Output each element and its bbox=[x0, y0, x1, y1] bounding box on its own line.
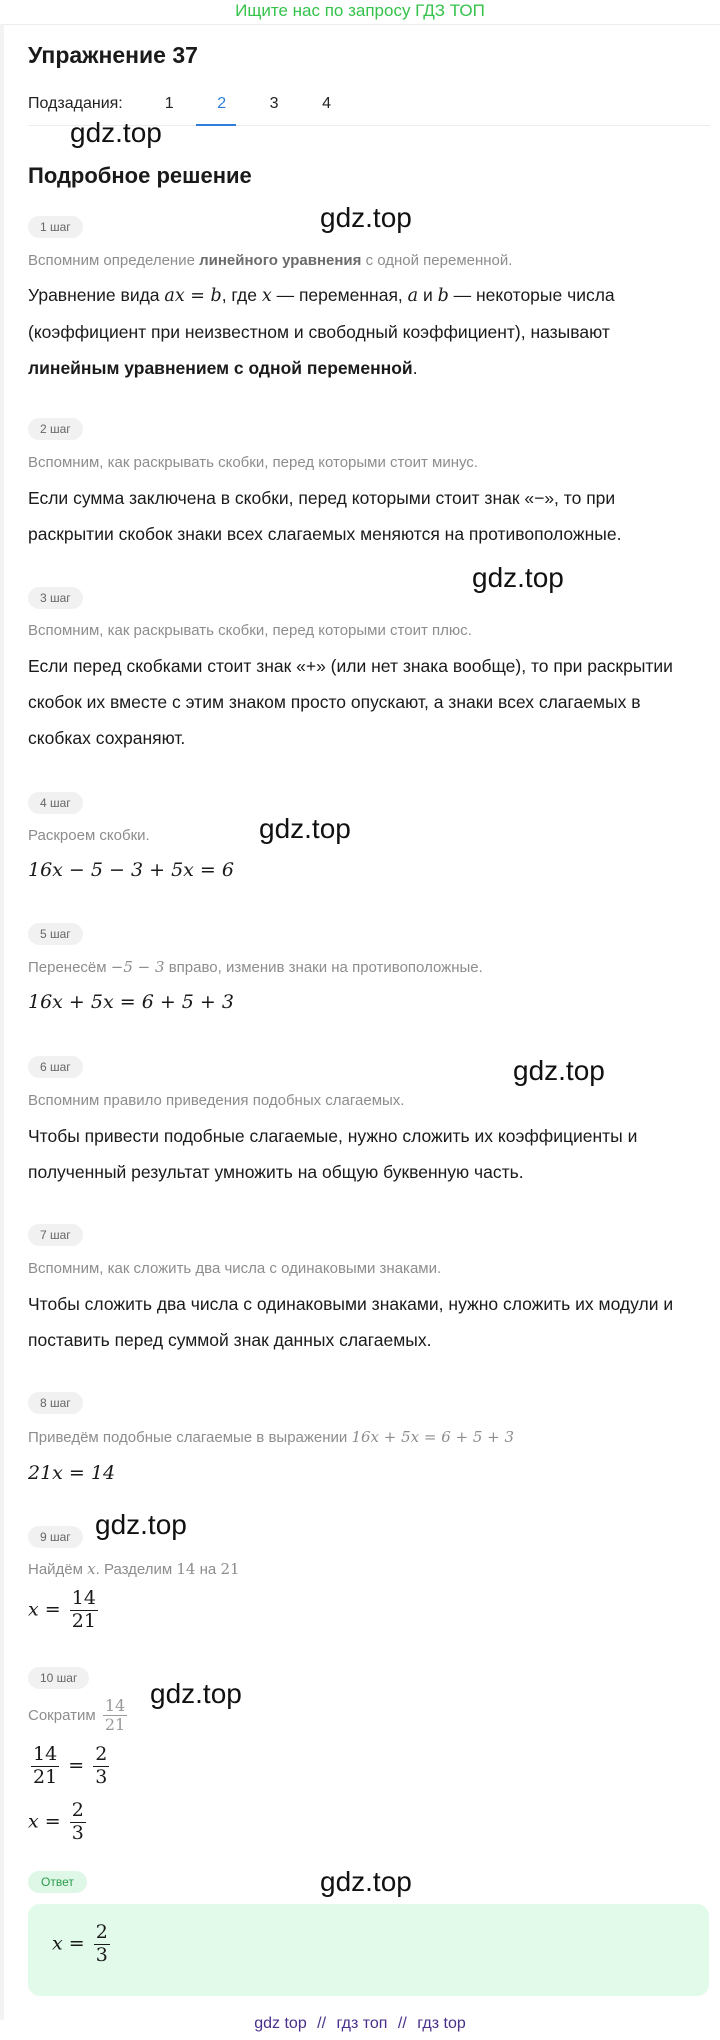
page-title: Упражнение 37 bbox=[28, 42, 198, 68]
tab-subtask-2[interactable]: 2 bbox=[217, 95, 227, 112]
step-badge: 4 шаг bbox=[28, 792, 83, 814]
step-text: Уравнение вида ax = b, где x — переменная, a и b — некоторые числа (коэффициент при неизвестном и свободный коэффициент), называют линейным уравнением с одной переменной. bbox=[28, 285, 615, 378]
fraction: $\frac{14}{21}$ bbox=[104, 1696, 126, 1735]
step-badge: 5 шаг bbox=[28, 923, 83, 945]
footer-link[interactable]: гдз топ bbox=[336, 2015, 388, 2032]
step-hint: Вспомним определение линейного уравнения с одной переменной. bbox=[28, 252, 513, 269]
step-badge: 8 шаг bbox=[28, 1392, 83, 1414]
footer-link[interactable]: гдз top bbox=[417, 2015, 466, 2032]
step-badge: 2 шаг bbox=[28, 418, 83, 440]
footer-separator: // bbox=[397, 2015, 407, 2032]
equation: x = $\frac{2}{3}$ bbox=[28, 1799, 84, 1844]
step-badge: 3 шаг bbox=[28, 587, 83, 609]
step-hint: Вспомним, как раскрывать скобки, перед которыми стоит минус. bbox=[28, 454, 478, 471]
watermark: gdz.top bbox=[95, 1509, 187, 1540]
subtasks-label: Подзадания: bbox=[28, 95, 123, 112]
answer-equation: x = $\frac{2}{3}$ bbox=[52, 1921, 108, 1966]
step-badge: 7 шаг bbox=[28, 1224, 83, 1246]
step-hint: Сократим $\frac{14}{21}$ bbox=[28, 1696, 126, 1735]
step-text: Чтобы привести подобные слагаемые, нужно сложить их коэффициенты и полученный результат умножить на общую буквенную часть. bbox=[28, 1126, 638, 1182]
step-badge: 6 шаг bbox=[28, 1056, 83, 1078]
tab-subtask-1[interactable]: 1 bbox=[164, 95, 174, 112]
step-badge: 1 шаг bbox=[28, 216, 83, 238]
answer-box bbox=[28, 1904, 709, 1996]
step-text: Если сумма заключена в скобки, перед которыми стоит знак «−», то при раскрытии скобок знаки всех слагаемых меняются на противоположные. bbox=[28, 488, 622, 544]
step-hint: Вспомним, как сложить два числа с одинаковыми знаками. bbox=[28, 1260, 442, 1277]
section-title: Подробное решение bbox=[28, 163, 252, 188]
step-hint: Вспомним правило приведения подобных слагаемых. bbox=[28, 1092, 405, 1109]
equation: 16x + 5x = 6 + 5 + 3 bbox=[28, 991, 234, 1013]
fraction: $\frac{14}{21}$ bbox=[33, 1743, 58, 1788]
equation: x = $\frac{14}{21}$ bbox=[28, 1587, 96, 1632]
step-badge: 9 шаг bbox=[28, 1526, 83, 1548]
step-hint: Найдём x. Разделим 14 на 21 bbox=[28, 1560, 240, 1578]
step-hint: Вспомним, как раскрывать скобки, перед которыми стоит плюс. bbox=[28, 622, 472, 639]
step-hint: Раскроем скобки. bbox=[28, 827, 150, 844]
watermark: gdz.top bbox=[513, 1055, 605, 1086]
fraction: $\frac{2}{3}$ bbox=[95, 1921, 108, 1966]
fraction: $\frac{2}{3}$ bbox=[71, 1799, 84, 1844]
fraction: $\frac{2}{3}$ bbox=[95, 1743, 108, 1788]
watermark: gdz.top bbox=[70, 117, 162, 148]
watermark: gdz.top bbox=[320, 1866, 412, 1897]
fraction: $\frac{14}{21}$ bbox=[71, 1587, 96, 1632]
equation: 21x = 14 bbox=[28, 1462, 116, 1484]
step-hint: Перенесём −5 − 3 вправо, изменив знаки на противоположные. bbox=[28, 958, 483, 976]
search-banner: Ищите нас по запросу ГДЗ ТОП bbox=[235, 1, 485, 20]
footer-separator: // bbox=[317, 2015, 327, 2032]
equation: $\frac{14}{21}$ = $\frac{2}{3}$ bbox=[33, 1743, 108, 1788]
step-hint: Приведём подобные слагаемые в выражении 16x + 5x = 6 + 5 + 3 bbox=[28, 1428, 515, 1446]
watermark: gdz.top bbox=[320, 202, 412, 233]
answer-badge: Ответ bbox=[28, 1871, 87, 1893]
footer-link[interactable]: gdz top bbox=[254, 2015, 307, 2032]
active-tab-indicator bbox=[196, 124, 236, 126]
watermark: gdz.top bbox=[150, 1678, 242, 1709]
step-text: Чтобы сложить два числа с одинаковыми знаками, нужно сложить их модули и поставить перед суммой знак данных слагаемых. bbox=[28, 1294, 674, 1350]
footer-links bbox=[0, 2015, 720, 2033]
tab-subtask-4[interactable]: 4 bbox=[322, 95, 331, 112]
subtasks-bar bbox=[28, 95, 351, 113]
tab-subtask-3[interactable]: 3 bbox=[269, 95, 279, 112]
equation: 16x − 5 − 3 + 5x = 6 bbox=[28, 859, 234, 881]
step-text: Если перед скобками стоит знак «+» (или нет знака вообще), то при раскрытии скобок их вместе с этим знаком просто опускают, а знаки всех слагаемых в скобках сохраняют. bbox=[28, 656, 673, 748]
watermark: gdz.top bbox=[259, 813, 351, 844]
step-badge: 10 шаг bbox=[28, 1667, 89, 1689]
watermark: gdz.top bbox=[472, 562, 564, 593]
